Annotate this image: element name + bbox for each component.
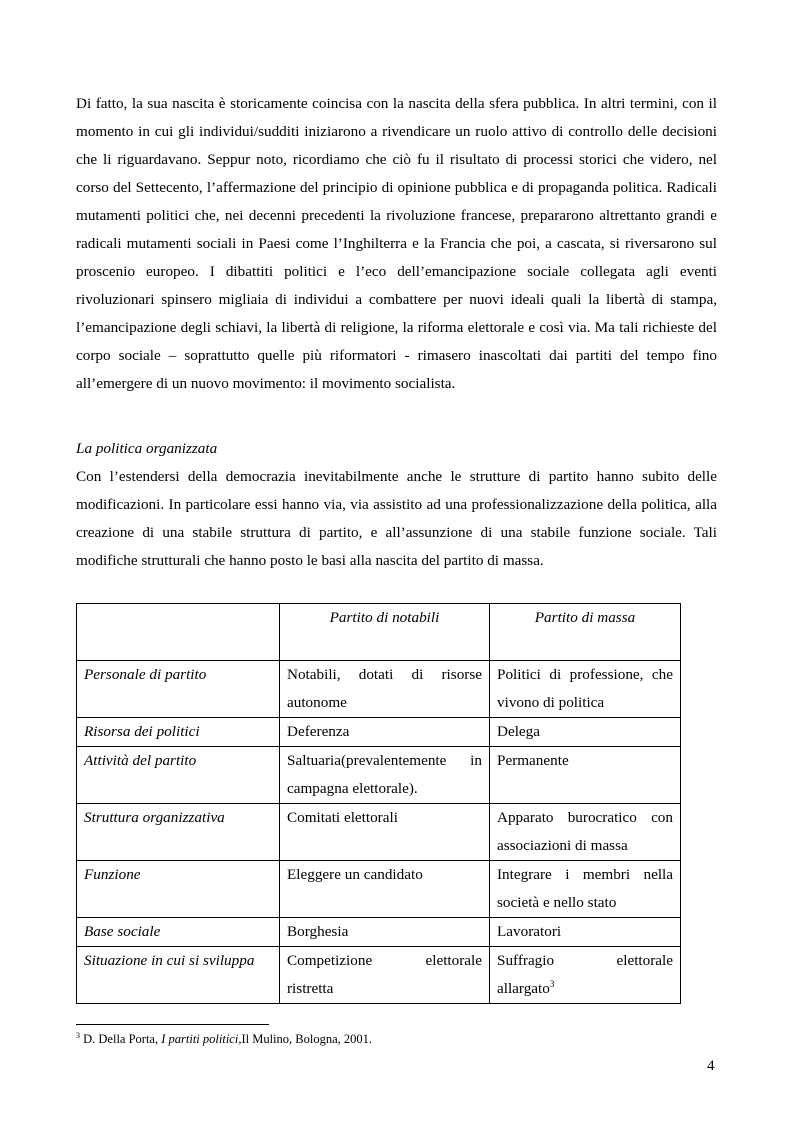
table-header-row (77, 604, 681, 661)
section-heading: La politica organizzata (76, 440, 218, 457)
footnote (76, 1031, 372, 1047)
header-partito-notabili: Partito di notabili (280, 604, 490, 661)
table-row (77, 661, 681, 718)
row-label: Attività del partito (77, 747, 280, 804)
footnote-number: 3 (76, 1030, 80, 1040)
row-label: Risorsa dei politici (77, 718, 280, 747)
cell-massa-text: Suffragio elettorale allargato (497, 952, 673, 997)
table-row (77, 804, 681, 861)
cell-notabili: Saltuaria(prevalentemente in campagna elettorale). (280, 747, 490, 804)
footnote-separator (76, 1024, 269, 1025)
cell-massa (490, 947, 681, 1004)
party-comparison-table (76, 603, 681, 1004)
table-row (77, 918, 681, 947)
table-row (77, 861, 681, 918)
cell-massa: Permanente (490, 747, 681, 804)
footnote-title: I partiti politici, (161, 1032, 242, 1046)
cell-notabili: Comitati elettorali (280, 804, 490, 861)
cell-notabili: Competizione elettorale ristretta (280, 947, 490, 1004)
table-row (77, 947, 681, 1004)
footnote-publisher: Il Mulino, Bologna, 2001. (241, 1032, 373, 1046)
header-partito-massa: Partito di massa (490, 604, 681, 661)
row-label: Struttura organizzativa (77, 804, 280, 861)
footnote-marker: 3 (549, 978, 555, 989)
row-label: Personale di partito (77, 661, 280, 718)
cell-massa: Apparato burocratico con associazioni di massa (490, 804, 681, 861)
cell-massa: Lavoratori (490, 918, 681, 947)
cell-notabili: Eleggere un candidato (280, 861, 490, 918)
cell-notabili: Notabili, dotati di risorse autonome (280, 661, 490, 718)
cell-notabili: Deferenza (280, 718, 490, 747)
cell-notabili: Borghesia (280, 918, 490, 947)
table-row (77, 718, 681, 747)
page-number: 4 (707, 1057, 715, 1074)
body-paragraph-2: Con l’estendersi della democrazia inevitabilmente anche le strutture di partito hanno subito delle modificazioni. In particolare essi hanno via, via assistito ad una professionalizzazione della politica, alla creazione di una stabile struttura di partito, e all’assunzione di una stabile funzione sociale. Tali modifiche strutturali che hanno posto le basi alla nascita del partito di massa. (76, 468, 717, 569)
row-label: Base sociale (77, 918, 280, 947)
header-empty-cell (77, 604, 280, 661)
body-paragraph-1: Di fatto, la sua nascita è storicamente coincisa con la nascita della sfera pubblica. In altri termini, con il momento in cui gli individui/sudditi iniziarono a rivendicare un ruolo attivo di controllo delle decisioni che li riguardavano. Seppur noto, ricordiamo che ciò fu il risultato di processi storici che videro, nel corso del Settecento, l’affermazione del principio di opinione pubblica e di propaganda politica. Radicali mutamenti politici che, nei decenni precedenti la rivoluzione francese, prepararono altrettanto grandi e radicali mutamenti sociali in Paesi come l’Inghilterra e la Francia che poi, a cascata, si riversarono sul proscenio europeo. I dibattiti politici e l’eco dell’emancipazione sociale collegata agli eventi rivoluzionari spinsero migliaia di individui a combattere per nuovi ideali quali la libertà di stampa, l’emancipazione degli schiavi, la libertà di religione, la riforma elettorale e così via. Ma tali richieste del corpo sociale – soprattutto quelle più riformatori - rimasero inascoltati dai partiti del tempo fino all’emergere di un nuovo movimento: il movimento socialista. (76, 95, 717, 392)
table-row (77, 747, 681, 804)
cell-massa: Politici di professione, che vivono di politica (490, 661, 681, 718)
cell-massa: Delega (490, 718, 681, 747)
row-label: Situazione in cui si sviluppa (77, 947, 280, 1004)
row-label: Funzione (77, 861, 280, 918)
footnote-author: D. Della Porta, (83, 1032, 159, 1046)
cell-massa: Integrare i membri nella società e nello stato (490, 861, 681, 918)
